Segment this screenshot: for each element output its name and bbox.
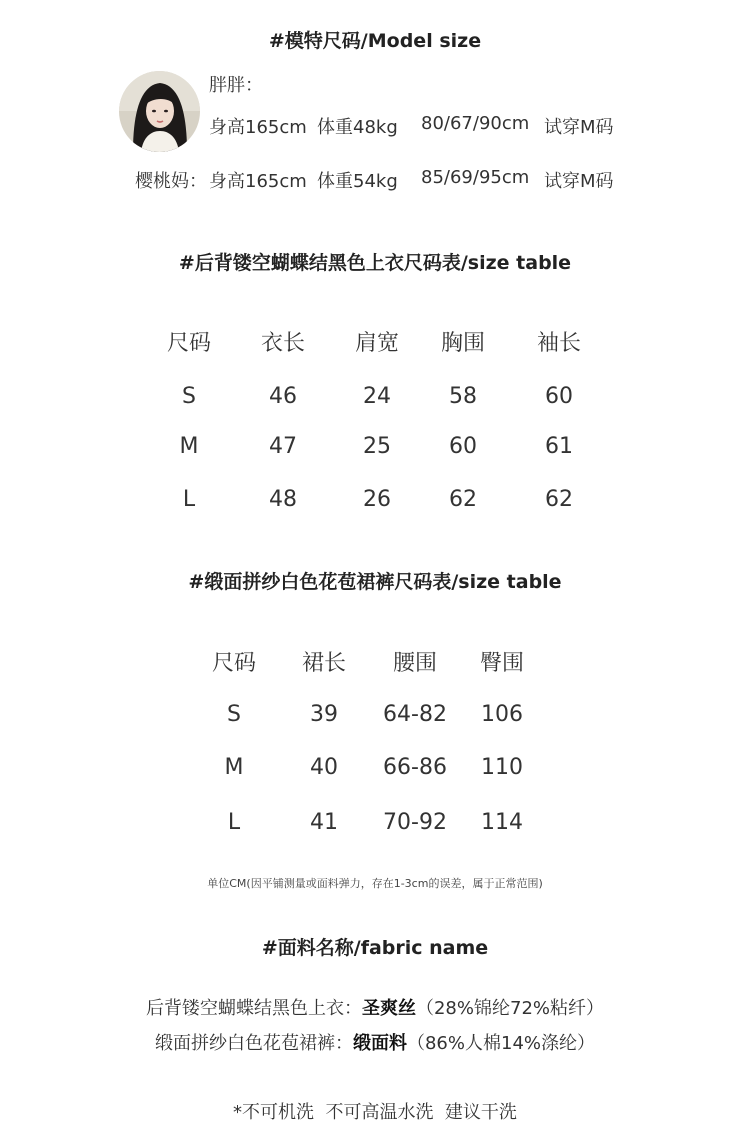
fabric-material: 圣爽丝	[361, 998, 416, 1019]
unit-note: 单位CM(因平铺测量或面料弹力，存在1-3cm的误差，属于正常范围)	[207, 877, 543, 890]
fabric-name-title: #面料名称/fabric name	[261, 937, 489, 959]
table-cell: 26	[363, 487, 391, 512]
table-header-cell: 尺码	[166, 331, 211, 356]
model1-weight: 体重48kg	[317, 117, 398, 138]
model1-measurements: 80/67/90cm	[421, 113, 530, 134]
table-cell: 62	[449, 487, 477, 512]
table-cell: 114	[481, 810, 523, 835]
model2-name: 樱桃妈：	[135, 171, 207, 192]
fabric-line-skirt	[0, 1029, 750, 1055]
model-avatar	[119, 71, 200, 152]
top-size-table-title: #后背镂空蝴蝶结黑色上衣尺码表/size table	[178, 252, 572, 274]
fabric-item: 后背镂空蝴蝶结黑色上衣：	[145, 998, 362, 1019]
table-cell: 61	[545, 434, 573, 459]
model2-size: 试穿M码	[544, 171, 614, 192]
table-cell: 70-92	[383, 810, 447, 835]
table-cell: 41	[310, 810, 338, 835]
table-cell: 60	[449, 434, 477, 459]
table-cell: 48	[269, 487, 297, 512]
model2-height: 身高165cm	[209, 171, 307, 192]
table-cell: 60	[545, 384, 573, 409]
table-cell: 39	[310, 702, 338, 727]
model2-weight: 体重54kg	[317, 171, 398, 192]
fabric-composition: （86%人棉14%涤纶）	[406, 1033, 595, 1054]
table-cell: 64-82	[383, 702, 447, 727]
model1-size: 试穿M码	[544, 117, 614, 138]
table-header-cell: 臀围	[479, 651, 524, 676]
table-cell: M	[224, 755, 244, 780]
model1-height: 身高165cm	[209, 117, 307, 138]
care-instructions: *不可机洗 不可高温水洗 建议干洗	[233, 1102, 517, 1123]
table-header-cell: 衣长	[260, 331, 305, 356]
table-cell: M	[179, 434, 199, 459]
table-header-cell: 肩宽	[354, 331, 399, 356]
table-header-cell: 袖长	[536, 331, 581, 356]
table-header-cell: 尺码	[211, 651, 256, 676]
model-size-title: #模特尺码/Model size	[268, 30, 482, 52]
table-cell: S	[182, 384, 196, 409]
fabric-composition: （28%锦纶72%粘纤）	[415, 998, 604, 1019]
table-header-cell: 胸围	[440, 331, 485, 356]
fabric-material: 缎面料	[352, 1033, 407, 1054]
table-cell: 24	[363, 384, 391, 409]
table-cell: 47	[269, 434, 297, 459]
table-cell: 25	[363, 434, 391, 459]
skirt-size-table-title: #缎面拼纱白色花苞裙裤尺码表/size table	[188, 571, 562, 593]
fabric-line-top	[0, 994, 750, 1020]
table-header-cell: 腰围	[392, 651, 437, 676]
table-cell: 62	[545, 487, 573, 512]
table-cell: L	[227, 810, 241, 835]
model-portrait-image	[119, 71, 200, 152]
model1-name: 胖胖：	[209, 75, 263, 96]
model2-measurements: 85/69/95cm	[421, 167, 530, 188]
table-header-cell: 裙长	[301, 651, 346, 676]
table-cell: S	[227, 702, 241, 727]
table-cell: 110	[481, 755, 523, 780]
table-cell: 66-86	[383, 755, 447, 780]
table-cell: 40	[310, 755, 338, 780]
fabric-item: 缎面拼纱白色花苞裙裤：	[154, 1033, 353, 1054]
table-cell: 106	[481, 702, 523, 727]
table-cell: L	[182, 487, 196, 512]
table-cell: 46	[269, 384, 297, 409]
table-cell: 58	[449, 384, 477, 409]
